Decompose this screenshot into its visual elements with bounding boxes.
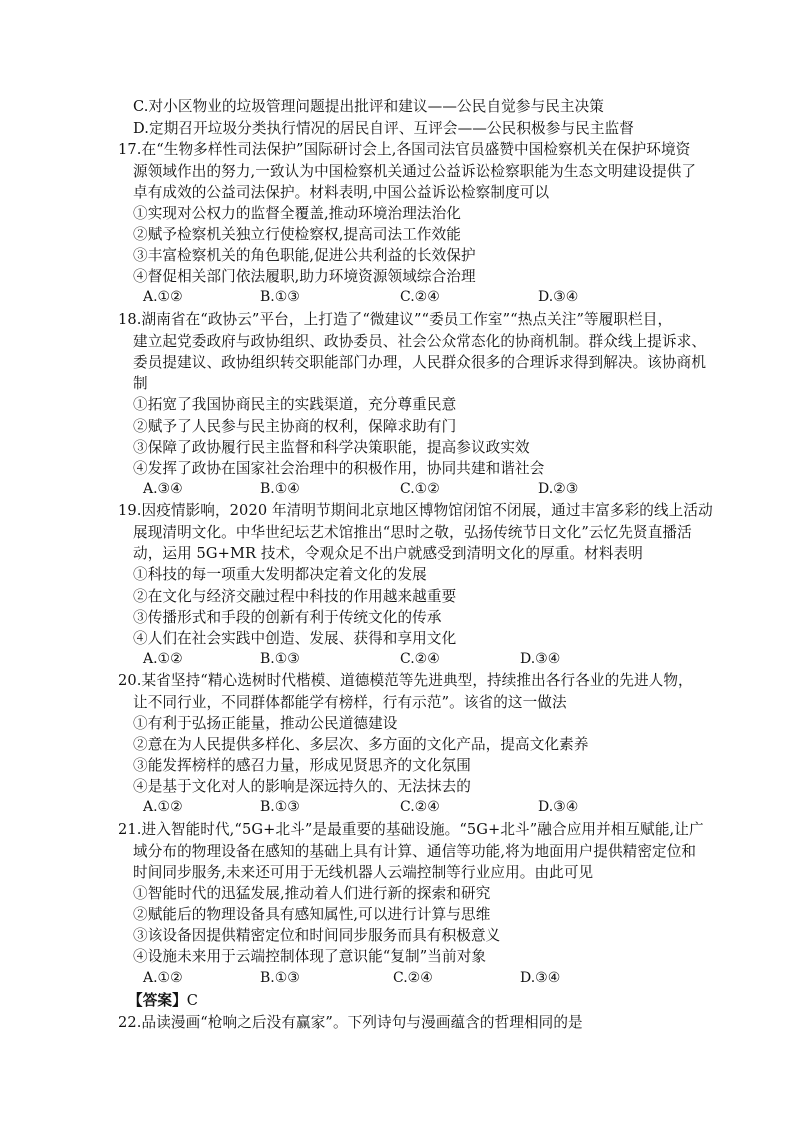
q20-choice-a: A.①② <box>143 799 183 815</box>
q21-choice-c: C.②④ <box>393 970 433 986</box>
q19-stem-line-3: 动，运用 5G+MR 技术，令观众足不出户就感受到清明文化的厚重。材料表明 <box>133 545 643 562</box>
q21-choice-a: A.①② <box>143 970 183 986</box>
q17-item-4: ④督促相关部门依法履职,助力环境资源领域综合治理 <box>133 268 476 285</box>
q17-choice-b: B.①③ <box>260 289 300 305</box>
q21-stem-line-3: 时间同步服务,未来还可用于无线机器人云端控制等行业应用。由此可见 <box>133 864 594 881</box>
q18-item-3: ③保障了政协履行民主监督和科学决策职能，提高参议政实效 <box>133 439 530 456</box>
q19-choice-a: A.①② <box>143 651 183 667</box>
q18-stem-line-1: 18.湖南省在“政协云”平台，上打造了“微建议”“委员工作室”“热点关注”等履职栏目， <box>118 311 673 328</box>
q18-choice-a: A.③④ <box>143 481 183 497</box>
q21-choice-d: D.③④ <box>520 970 561 986</box>
q17-choice-d: D.③④ <box>538 289 579 305</box>
q18-choice-d: D.②③ <box>538 481 579 497</box>
q20-stem-line-1: 20.某省坚持“精心选树时代楷模、道德模范等先进典型，持续推出各行各业的先进人物， <box>118 672 693 689</box>
q19-item-1: ①科技的每一项重大发明都决定着文化的发展 <box>133 566 427 583</box>
q17-item-3: ③丰富检察机关的角色职能,促进公共利益的长效保护 <box>133 247 476 264</box>
q18-item-1: ①拓宽了我国协商民主的实践渠道，充分尊重民意 <box>133 396 457 413</box>
q18-stem-line-2: 建立起党委政府与政协组织、政协委员、社会公众常态化的协商机制。群众线上提诉求、 <box>133 333 707 350</box>
answer-value: C <box>186 992 199 1009</box>
q20-stem-line-2: 让不同行业，不同群体都能学有榜样，行有示范”。该省的这一做法 <box>133 694 567 711</box>
q21-stem-line-2: 域分布的物理设备在感知的基础上具有计算、通信等功能,将为地面用户提供精密定位和 <box>133 843 697 860</box>
q18-stem-line-4: 制 <box>133 375 148 392</box>
q17-stem-line-1: 17.在“生物多样性司法保护”国际研讨会上,各国司法官员盛赞中国检察机关在保护环境资 <box>118 141 691 158</box>
q17-choice-a: A.①② <box>143 289 183 305</box>
q21-choice-b: B.①③ <box>260 970 300 986</box>
q20-item-3: ③能发挥榜样的感召力量，形成见贤思齐的文化氛围 <box>133 757 471 774</box>
q17-choice-c: C.②④ <box>400 289 440 305</box>
q20-choice-c: C.②④ <box>400 799 440 815</box>
q19-item-4: ④人们在社会实践中创造、发展、获得和享用文化 <box>133 630 457 647</box>
option-c-line: C.对小区物业的垃圾管理问题提出批评和建议——公民自觉参与民主决策 <box>133 98 604 115</box>
q20-choice-b: B.①③ <box>260 799 300 815</box>
q17-item-2: ②赋予检察机关独立行使检察权,提高司法工作效能 <box>133 226 462 243</box>
q17-item-1: ①实现对公权力的监督全覆盖,推动环境治理法治化 <box>133 205 462 222</box>
q19-item-3: ③传播形式和手段的创新有利于传统文化的传承 <box>133 609 442 626</box>
q19-choice-c: C.②④ <box>400 651 440 667</box>
q18-item-4: ④发挥了政协在国家社会治理中的积极作用，协同共建和谐社会 <box>133 460 545 477</box>
q21-item-3: ③该设备因提供精密定位和时间同步服务而具有积极意义 <box>133 927 501 944</box>
q18-stem-line-3: 委员提建议、政协组织转交职能部门办理，人民群众很多的合理诉求得到解决。该协商机 <box>133 354 707 371</box>
option-d-line: D.定期召开垃圾分类执行情况的居民自评、互评会——公民积极参与民主监督 <box>133 120 634 137</box>
q17-stem-line-3: 卓有成效的公益司法保护。材料表明,中国公益诉讼检察制度可以 <box>133 184 550 201</box>
q17-stem-line-2: 源领域作出的努力,一致认为中国检察机关通过公益诉讼检察职能为生态文明建设提供了 <box>133 163 697 180</box>
q21-stem-line-1: 21.进入智能时代,“5G+北斗”是最重要的基础设施。“5G+北斗”融合应用并相互赋能,让广 <box>118 821 704 838</box>
q18-item-2: ②赋予了人民参与民主协商的权利，保障求助有门 <box>133 418 457 435</box>
q19-stem-line-1: 19.因疫情影响，2020 年清明节期间北京地区博物馆闭馆不闭展，通过丰富多彩的线上活动 <box>118 502 713 519</box>
q19-item-2: ②在文化与经济交融过程中科技的作用越来越重要 <box>133 588 457 605</box>
q19-stem-line-2: 展现清明文化。中华世纪坛艺术馆推出“思时之敬，弘扬传统节日文化”云忆先贤直播活 <box>133 524 692 541</box>
q21-item-4: ④设施未来用于云端控制体现了意识能“复制”当前对象 <box>133 948 487 965</box>
answer-label: 【答案】 <box>128 992 187 1009</box>
q22-stem: 22.品读漫画“枪响之后没有赢家”。下列诗句与漫画蕴含的哲理相同的是 <box>118 1014 583 1031</box>
q18-choice-b: B.①④ <box>260 481 300 497</box>
q20-item-4: ④是基于文化对人的影响是深远持久的、无法抹去的 <box>133 778 471 795</box>
q19-choice-b: B.①③ <box>260 651 300 667</box>
q18-choice-c: C.①② <box>400 481 440 497</box>
answer-line <box>128 990 198 1011</box>
q20-item-2: ②意在为人民提供多样化、多层次、多方面的文化产品，提高文化素养 <box>133 736 589 753</box>
q19-choice-d: D.③④ <box>520 651 561 667</box>
q20-choice-d: D.③④ <box>538 799 579 815</box>
q21-item-2: ②赋能后的物理设备具有感知属性,可以进行计算与思维 <box>133 906 491 923</box>
q20-item-1: ①有利于弘扬正能量，推动公民道德建设 <box>133 715 398 732</box>
q21-item-1: ①智能时代的迅猛发展,推动着人们进行新的探索和研究 <box>133 885 491 902</box>
